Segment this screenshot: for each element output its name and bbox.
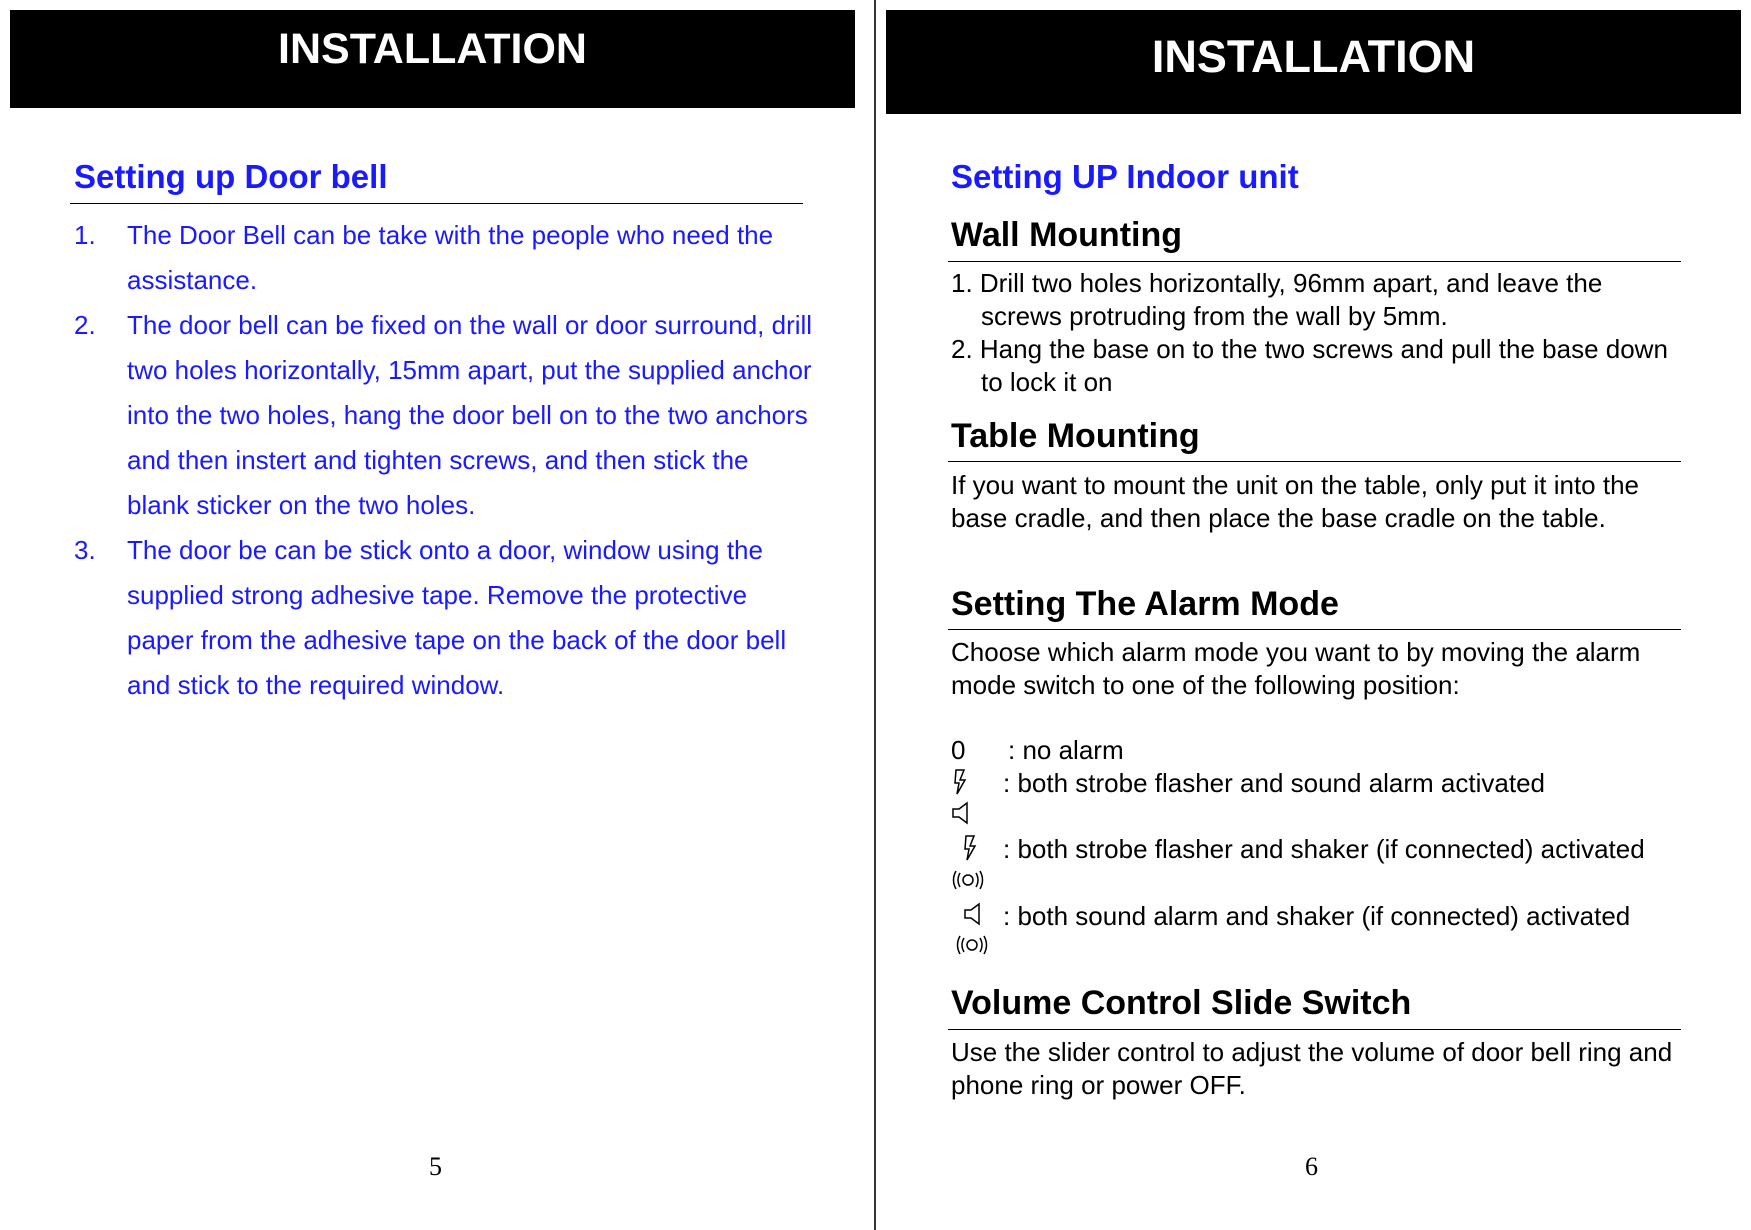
heading-rule [948, 629, 1681, 630]
alarm-mode-strobe-shaker [951, 833, 1686, 899]
mode-description: : no alarm [1008, 735, 1124, 765]
alarm-mode-strobe-sound [951, 767, 1686, 829]
alarm-mode-intro: Choose which alarm mode you want to by moving the alarm mode switch to one of the following position: [951, 637, 1641, 700]
mode-description: : both strobe flasher and sound alarm activated [1003, 768, 1545, 798]
section-heading: Setting up Door bell [74, 158, 388, 195]
volume-control-title: Volume Control Slide Switch [951, 984, 1412, 1022]
alarm-mode-title: Setting The Alarm Mode [951, 585, 1339, 623]
page-divider [874, 0, 876, 1230]
heading-rule [948, 1029, 1681, 1030]
left-page [0, 0, 873, 1230]
page-banner: INSTALLATION [886, 10, 1741, 114]
door-bell-steps [74, 213, 814, 708]
step-text: The door be can be stick onto a door, window using the supplied strong adhesive tape. Remove the protective paper from the adhesive tape on the back of the door bell and stick to the required window. [127, 535, 787, 700]
heading-rule [948, 261, 1681, 262]
page-number: 6 [1305, 1152, 1318, 1181]
list-item [74, 303, 814, 528]
table-mounting-title: Table Mounting [951, 417, 1200, 455]
page-number: 5 [429, 1152, 442, 1181]
list-item: 2. Hang the base on to the two screws and pull the base down to lock it on [951, 334, 1668, 397]
volume-control-text: Use the slider control to adjust the volume of door bell ring and phone ring or power OFF. [951, 1037, 1673, 1100]
wall-mounting-steps [951, 267, 1686, 399]
mode-symbol: 0 [951, 735, 966, 765]
mode-description: : both strobe flasher and shaker (if connected) activated [1003, 834, 1645, 864]
list-item: 1. Drill two holes horizontally, 96mm apart, and leave the screws protruding from the wall by 5mm. [951, 268, 1603, 331]
speaker-icon [951, 801, 973, 825]
table-mounting-text: If you want to mount the unit on the table, only put it into the base cradle, and then place the base cradle on the table. [951, 470, 1639, 533]
list-item [74, 213, 814, 303]
step-number: 3. [74, 535, 96, 565]
list-item [74, 528, 814, 708]
speaker-icon [963, 902, 985, 926]
shaker-icon [951, 869, 985, 891]
heading-rule [70, 203, 803, 204]
step-number: 1. [74, 220, 96, 250]
section-heading: Setting UP Indoor unit [951, 158, 1299, 195]
step-text: The door bell can be fixed on the wall or door surround, drill two holes horizontally, 15mm apart, put the supplied anchor into the two holes, hang the door bell on to the two anchors and then instert and tighten screws, and then stick the blank sticker on the two holes. [127, 310, 813, 520]
alarm-mode-sound-shaker [951, 900, 1686, 966]
wall-mounting-title: Wall Mounting [951, 216, 1183, 254]
strobe-icon [953, 769, 967, 795]
step-text: The Door Bell can be take with the people who need the assistance. [127, 220, 774, 295]
heading-rule [948, 461, 1681, 462]
step-number: 2. [74, 310, 96, 340]
shaker-icon [955, 934, 989, 956]
alarm-mode-off [951, 734, 1686, 770]
right-page [878, 0, 1751, 1230]
mode-description: : both sound alarm and shaker (if connected) activated [1003, 901, 1631, 931]
page-banner: INSTALLATION [10, 10, 855, 108]
strobe-icon [963, 835, 977, 861]
